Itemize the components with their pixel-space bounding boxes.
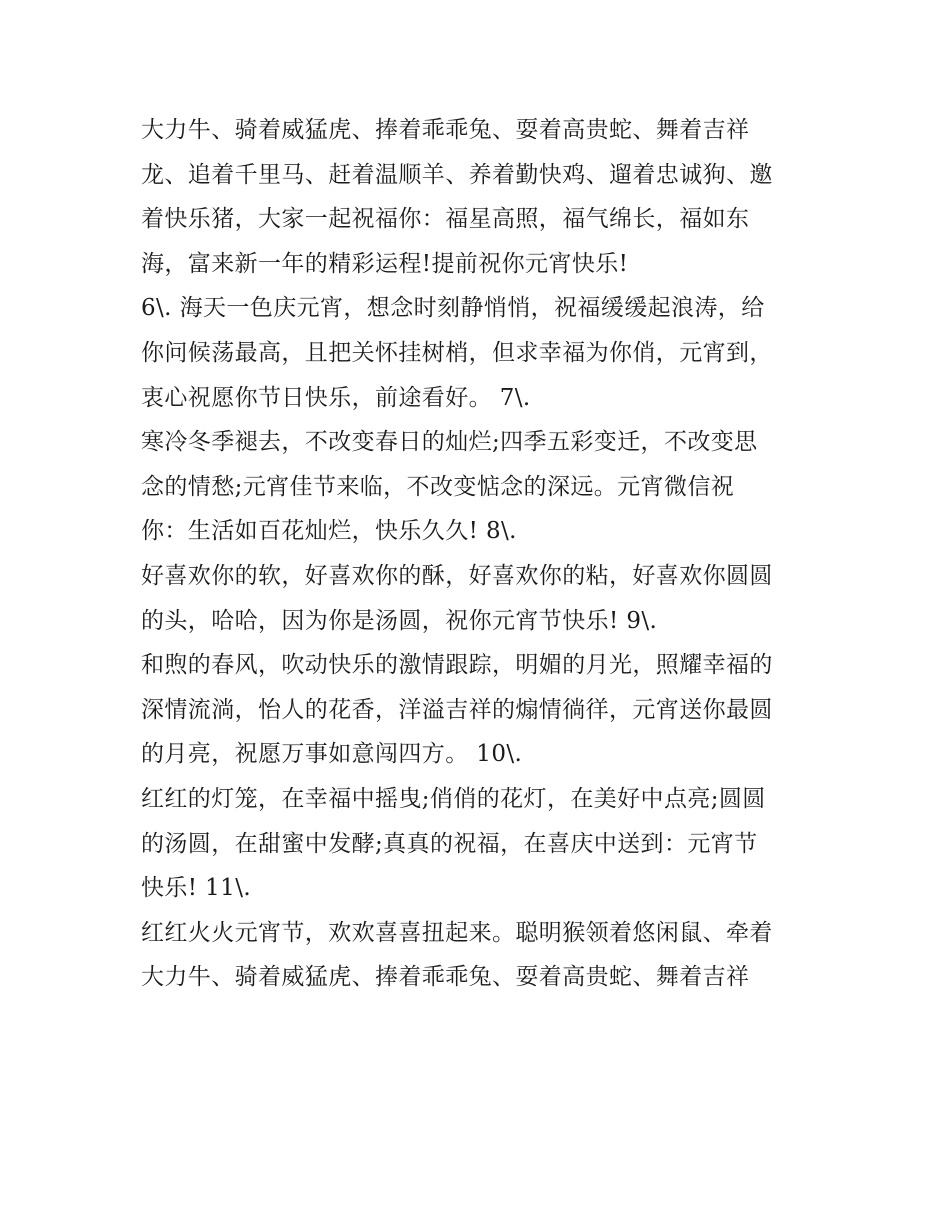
- text-line-14: 深情流淌，怡人的花香，洋溢吉祥的煽情徜徉，元宵送你最圆: [141, 696, 773, 723]
- document-body-text: [141, 108, 841, 1000]
- text-line-4: 海，富来新一年的精彩运程!提前祝你元宵快乐!: [141, 250, 629, 277]
- text-line-17: 的汤圆，在甜蜜中发酵;真真的祝福，在喜庆中送到：元宵节: [141, 830, 758, 857]
- text-line-7: 衷心祝愿你节日快乐，前途看好。 7\.: [141, 384, 531, 411]
- text-line-15: 的月亮，祝愿万事如意闯四方。 10\.: [141, 741, 523, 768]
- text-line-1: 大力牛、骑着威猛虎、捧着乖乖兔、耍着高贵蛇、舞着吉祥: [141, 117, 750, 143]
- text-line-6: 你问候荡最高，且把关怀挂树梢，但求幸福为你俏，元宵到，: [141, 339, 773, 366]
- text-line-18: 快乐! 11\.: [141, 875, 252, 902]
- text-line-10: 你：生活如百花灿烂，快乐久久! 8\.: [141, 518, 517, 545]
- text-line-5: 6\. 海天一色庆元宵，想念时刻静悄悄，祝福缓缓起浪涛，给: [141, 295, 765, 322]
- text-line-16: 红红的灯笼，在幸福中摇曳;俏俏的花灯，在美好中点亮;圆圆: [141, 785, 766, 812]
- text-line-11: 好喜欢你的软，好喜欢你的酥，好喜欢你的粘，好喜欢你圆圆: [141, 562, 773, 589]
- text-line-12: 的头，哈哈，因为你是汤圆，祝你元宵节快乐! 9\.: [141, 607, 658, 634]
- text-line-13: 和煦的春风，吹动快乐的激情跟踪，明媚的月光，照耀幸福的: [141, 652, 773, 679]
- text-line-8: 寒冷冬季褪去，不改变春日的灿烂;四季五彩变迁，不改变思: [141, 429, 758, 456]
- text-line-20: 大力牛、骑着威猛虎、捧着乖乖兔、耍着高贵蛇、舞着吉祥: [141, 964, 750, 991]
- text-line-19: 红红火火元宵节，欢欢喜喜扭起来。聪明猴领着悠闲鼠、牵着: [141, 919, 773, 946]
- text-line-3: 着快乐猪，大家一起祝福你：福星高照，福气绵长，福如东: [141, 206, 750, 233]
- text-line-2: 龙、追着千里马、赶着温顺羊、养着勤快鸡、遛着忠诚狗、邀: [141, 161, 773, 188]
- text-line-9: 念的情愁;元宵佳节来临，不改变惦念的深远。元宵微信祝: [141, 473, 735, 500]
